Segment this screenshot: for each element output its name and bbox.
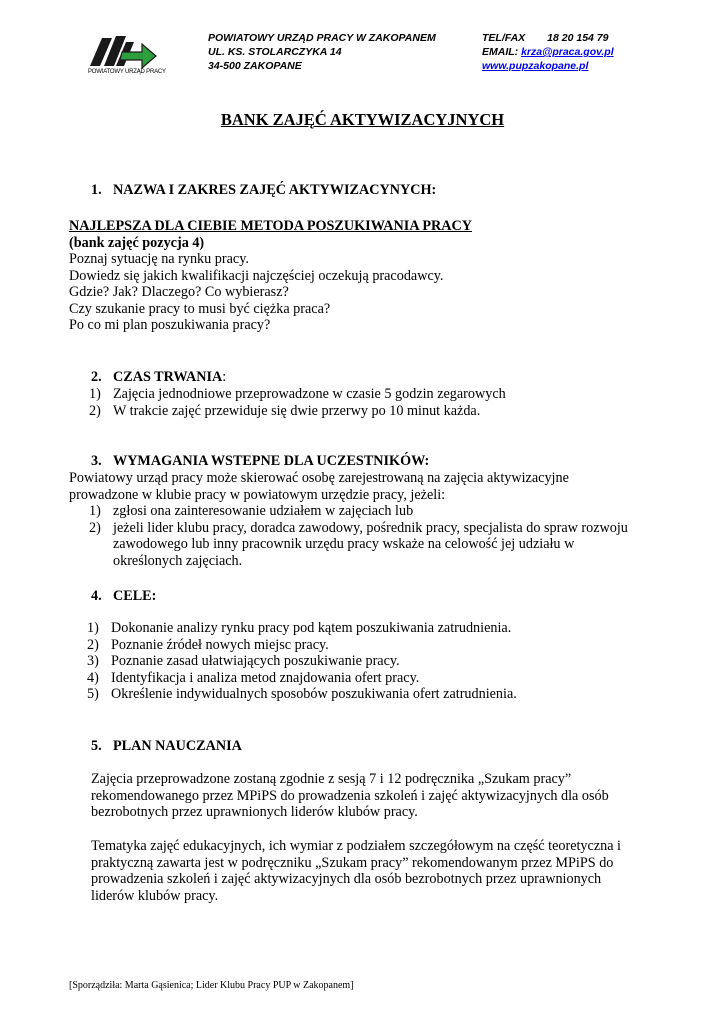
footer-author: [Sporządziła: Marta Gąsienica; Lider Klubu Pracy PUP w Zakopanem] [69,980,354,991]
list-item: 2) W trakcie zajęć przewiduje się dwie przerwy po 10 minut każda. [89,402,481,419]
email-link[interactable]: krza@praca.gov.pl [521,46,614,58]
intro-line: Czy szukanie pracy to musi być ciężka praca? [69,300,331,317]
section-1-heading: 1. NAZWA I ZAKRES ZAJĘĆ AKTYWIZACYNYCH: [91,182,437,198]
intro-line: Po co mi plan poszukiwania pracy? [69,317,271,333]
section-3-list: 1) zgłosi ona zainteresowanie udziałem w zajęciach lub 2) jeżeli lider klubu pracy, doradca zawodowy, pośrednik pracy, specjalista do spraw rozwoju zawodowego lub inny pracownik urzędu pracy wskaże na celowość jej udziału w określonych zajęciach. [89,503,628,569]
list-item: 4) Identyfikacja i analiza metod znajdowania ofert pracy. [87,669,420,686]
section-3-heading: 3. WYMAGANIA WSTEPNE DLA UCZESTNIKÓW: [91,453,430,469]
section-3-intro: Powiatowy urząd pracy może skierować osobę zarejestrowaną na zajęcia aktywizacyjne prowadzone w klubie pracy w powiatowym urzędzie pracy, jeżeli: [69,470,569,503]
list-item: 1) Zajęcia jednodniowe przeprowadzone w czasie 5 godzin zegarowych [89,386,506,402]
page-title: BANK ZAJĘĆ AKTYWIZACYJNYCH [220,110,505,129]
bank-position: (bank zajęć pozycja 4) [69,234,205,251]
intro-line: Gdzie? Jak? Dlaczego? Co wybierasz? [69,284,289,300]
tel-label: TEL/FAX [482,32,526,44]
tel-value: 18 20 154 79 [547,32,609,44]
list-item: 2) Poznanie źródeł nowych miejsc pracy. [87,636,329,653]
section-5-heading: 5. PLAN NAUCZANIA [91,738,242,754]
section-1-body [69,218,472,334]
list-item: 1) zgłosi ona zainteresowanie udziałem w zajęciach lub [89,503,414,519]
header-contact [482,31,614,73]
org-name: POWIATOWY URZĄD PRACY W ZAKOPANEM [208,32,436,44]
intro-line: Poznaj sytuację na rynku pracy. [69,251,249,267]
email-label: EMAIL: [482,46,519,58]
section-5-paragraph-1: Zajęcia przeprowadzone zostaną zgodnie z sesją 7 i 12 podręcznika „Szukam pracy” rekomendowanego przez MPiPS do prowadzenia szkoleń i zajęć aktywizacyjnych dla osób bezrobotnych przez uprawnionych liderów klubów pracy. [91,771,609,820]
list-item: 5) Określenie indywidualnych sposobów poszukiwania ofert zatrudnienia. [87,686,517,702]
list-item: 3) Poznanie zasad ułatwiających poszukiwanie pracy. [87,653,400,669]
section-2-heading: 2. CZAS TRWANIA: [91,369,227,385]
section-2-list [89,386,506,419]
logo-icon [86,30,168,72]
city: 34-500 ZAKOPANE [208,60,302,72]
intro-line: Dowiedz się jakich kwalifikacji najczęściej oczekują pracodawcy. [69,267,444,284]
list-item: 1) Dokonanie analizy rynku pracy pod kątem poszukiwania zatrudnienia. [87,620,512,636]
street: UL. KS. STOLARCZYKA 14 [208,46,342,58]
section-4-list [87,620,517,703]
header-address [208,31,436,73]
logo-caption: POWIATOWY URZĄD PRACY [88,69,166,75]
method-title: NAJLEPSZA DLA CIEBIE METODA POSZUKIWANIA PRACY [69,218,472,234]
section-5-paragraph-2: Tematyka zajęć edukacyjnych, ich wymiar z podziałem szczegółowym na część teoretyczna i praktyczną zawarta jest w podręczniku „Szukam pracy” rekomendowanym przez MPiPS do prowadzenia szkoleń i zajęć aktywizacyjnych dla osób bezrobotnych przez uprawnionych liderów klubów pracy. [91,838,621,904]
list-item: 2) jeżeli lider klubu pracy, doradca zawodowy, pośrednik pracy, specjalista do spraw rozwoju [89,519,628,536]
section-4-heading: 4. CELE: [91,588,157,604]
website-link[interactable]: www.pupzakopane.pl [482,60,589,72]
